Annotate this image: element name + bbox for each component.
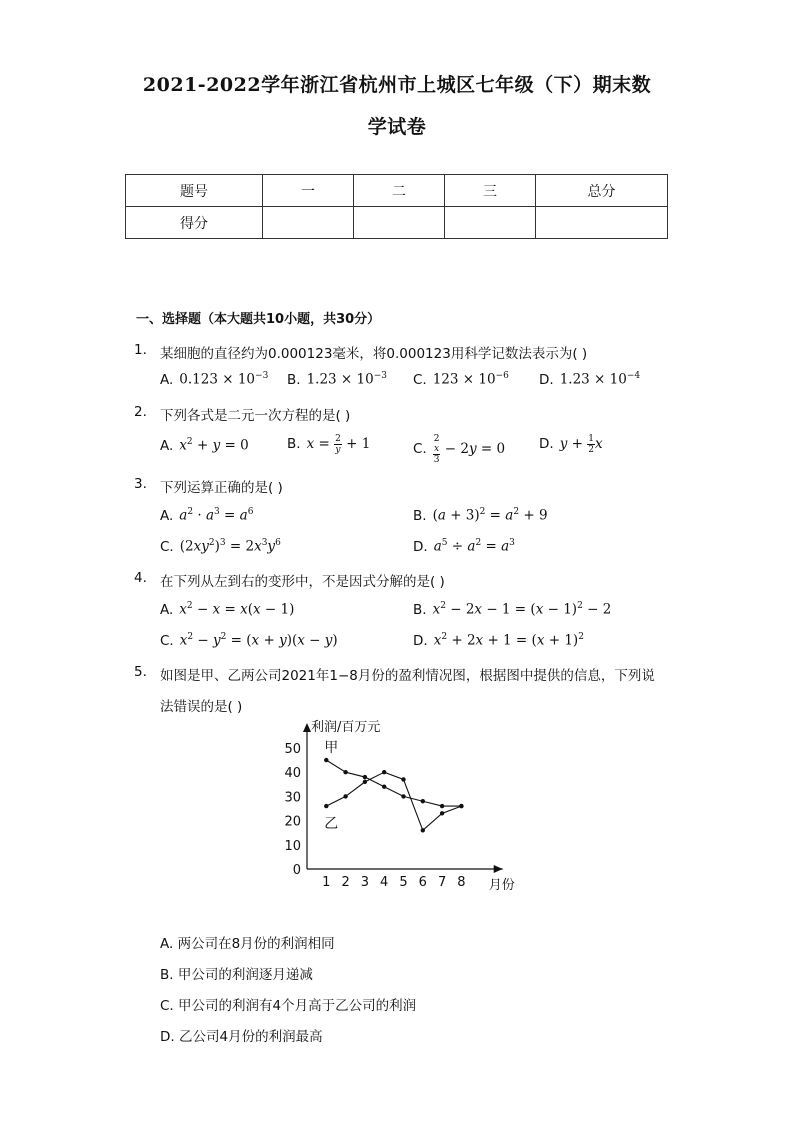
x-tick-label: 2 [341,875,350,890]
y-tick-label: 50 [284,742,301,757]
header-cell-part-2: 二 [354,175,445,207]
chart-axes [284,723,502,890]
q3-option-a[interactable]: A. $a^2 \cdot a^3 = a^6$ [160,507,254,524]
score-cell-part-1[interactable] [263,207,354,239]
option-label: B. [287,371,301,388]
data-point [421,799,425,803]
option-label: B. [413,507,427,524]
q2-option-a[interactable]: A. $x^2 + y = 0$ [160,437,249,454]
x-tick-label: 7 [437,875,447,890]
question-text: 下列运算正确的是( ) [160,480,283,496]
series-label-jia: 甲 [324,740,339,757]
q1-option-a[interactable]: A. $0.123 \times 10^{-3}$ [160,371,269,388]
score-table [125,174,668,239]
series-line-jia [326,760,461,806]
data-point [382,785,386,789]
score-table-header-row [126,175,668,207]
data-point [401,777,405,781]
q3-option-b[interactable]: B. $(a + 3)^2 = a^2 + 9$ [413,507,548,524]
chart-marks [324,758,464,833]
x-tick-label: 1 [322,875,331,890]
option-label: D. [413,538,428,555]
header-cell-question-number: 题号 [126,175,263,207]
q1-option-d[interactable]: D. $1.23 \times 10^{-4}$ [539,371,641,388]
x-tick-label: 3 [360,875,370,890]
score-row-label: 得分 [126,207,263,239]
y-tick-label: 20 [284,814,301,830]
y-tick-label: 10 [284,838,301,854]
question-text: 下列各式是二元一次方程的是( ) [160,408,351,424]
x-tick-label: 8 [457,875,466,890]
option-label: D. [539,371,554,388]
option-label: B. [287,436,301,452]
x-tick-label: 4 [380,875,389,890]
option-label: C. [413,371,427,388]
series-line-yi [324,772,461,833]
x-tick-label: 5 [399,875,408,890]
q2-option-b[interactable]: B. x = $\frac{2}{y}$ + 1 [287,434,371,455]
option-label: D. [413,632,428,649]
option-label: A. [160,601,174,618]
q5-option-c[interactable]: C. 甲公司的利润有4个月高于乙公司的利润 [160,998,417,1014]
y-tick-label: 30 [284,790,301,806]
data-point [324,804,328,808]
score-cell-total[interactable] [536,207,668,239]
y-tick-label: 0 [292,863,301,878]
option-label: B. [413,601,427,618]
question-number: 1. [134,342,147,358]
data-point [363,775,367,779]
question-5-line-2: 法错误的是( ) [160,699,243,715]
question-text: 某细胞的直径约为0.000123毫米，将0.000123用科学记数法表示为( ) [160,346,588,362]
question-text-line-1: 如图是甲、乙两公司2021年1−8月份的盈利情况图，根据图中提供的信息，下列说 [160,668,655,684]
option-label: A. [160,437,174,454]
chart-x-axis-label: 月份 [488,878,515,893]
x-axis-arrow [494,865,503,873]
header-cell-part-1: 一 [263,175,354,207]
header-cell-total: 总分 [536,175,668,207]
q4-option-b[interactable]: B. $x^2 - 2x - 1 = (x - 1)^2 - 2$ [413,601,612,618]
q5-option-a[interactable]: A. 两公司在8月份的利润相同 [160,936,335,952]
y-axis-arrow [303,723,311,732]
profit-line-chart [280,715,520,895]
option-label: A. [160,507,174,524]
q5-option-b[interactable]: B. 甲公司的利润逐月递减 [160,967,313,983]
question-number: 4. [134,570,147,586]
q1-option-b[interactable]: B. $1.23 \times 10^{-3}$ [287,371,387,388]
paper-title-line-1: 2021-2022学年浙江省杭州市上城区七年级（下）期末数 [142,74,652,96]
option-label: A. [160,371,174,388]
question-number: 5. [134,664,147,680]
question-text: 在下列从左到右的变形中，不是因式分解的是( ) [160,574,445,590]
data-point [343,770,347,774]
q1-option-c[interactable]: C. $123 \times 10^{-6}$ [413,371,509,388]
chart-y-axis-label: 利润/百万元 [311,720,381,735]
q5-option-d[interactable]: D. 乙公司4月份的利润最高 [160,1029,323,1045]
option-label: C. [160,538,174,555]
q4-option-a[interactable]: A. $x^2 - x = x(x - 1)$ [160,601,295,618]
data-point [324,758,328,762]
y-tick-label: 40 [284,766,301,782]
data-point [440,804,444,808]
data-point [343,794,347,798]
option-label: D. [539,436,554,452]
option-label: C. [160,632,174,649]
q4-option-c[interactable]: C. $x^2 - y^2 = (x + y)(x - y)$ [160,632,338,649]
question-number: 3. [134,476,147,492]
q2-option-d[interactable]: D. y + $\frac{1}{2}$ x [539,434,603,455]
header-cell-part-3: 三 [445,175,536,207]
data-point [401,794,405,798]
q3-option-c[interactable]: C. $(2xy^2)^3 = 2x^3y^6$ [160,538,281,555]
data-point [421,828,425,832]
score-cell-part-2[interactable] [354,207,445,239]
score-cell-part-3[interactable] [445,207,536,239]
question-number: 2. [134,404,147,420]
series-label-yi: 乙 [324,816,339,833]
data-point [440,811,444,815]
section-heading: 一、选择题（本大题共10小题，共30分） [136,312,381,327]
q4-option-d[interactable]: D. $x^2 + 2x + 1 = (x + 1)^2$ [413,632,584,649]
q2-option-c[interactable]: C. 2 x 3 − 2y = 0 [413,434,506,465]
x-tick-label: 6 [418,875,427,890]
option-label: C. [413,441,427,457]
data-point [382,770,386,774]
data-point [363,780,367,784]
data-point [459,804,463,808]
paper-title-line-2: 学试卷 [367,116,427,138]
score-table-score-row [126,207,668,239]
q3-option-d[interactable]: D. $a^5 \div a^2 = a^3$ [413,538,515,555]
